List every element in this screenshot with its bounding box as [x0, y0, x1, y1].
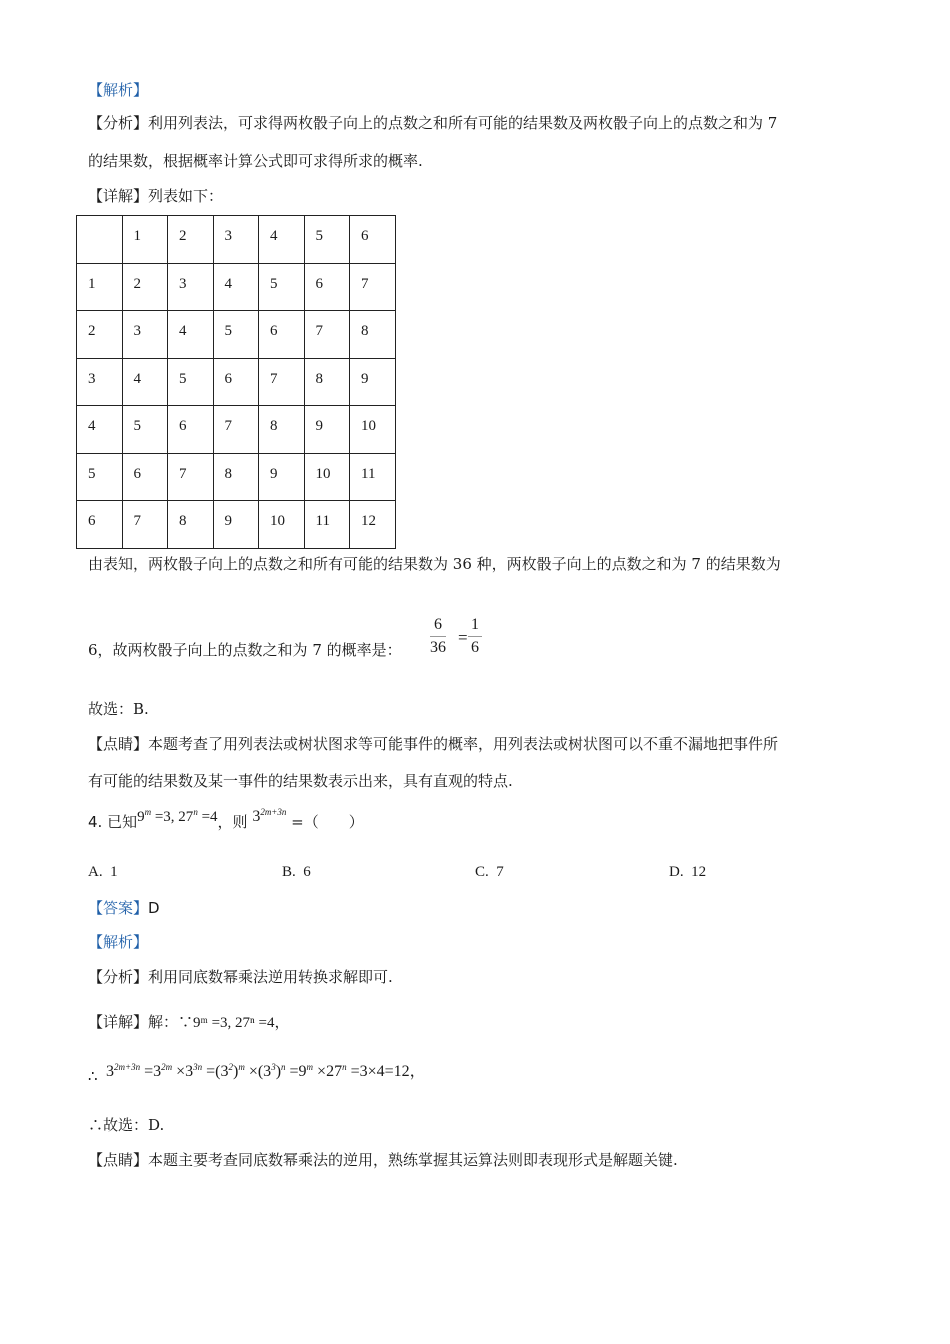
option-c: C. 7 — [475, 864, 504, 880]
table-cell: 11 — [304, 501, 350, 549]
derivation-expression: $3^{2m+3n} =3^{2m} \times 3^{3n} =(3^2)^m \times(3^3)^n =9^m \times 27^n =3\times 4=12$， — [106, 1062, 426, 1080]
fraction-six-thirtysix — [430, 616, 446, 657]
choice-line-2: ∴故选：D. — [88, 1116, 165, 1134]
table-cell: 5 — [304, 216, 350, 264]
table-cell: 10 — [304, 453, 350, 501]
table-cell: 11 — [350, 453, 396, 501]
comment-line-3: 【点睛】本题主要考查同底数幂乘法的逆用，熟练掌握其运算法则即表现形式是解题关键. — [88, 1151, 678, 1169]
table-cell: 12 — [350, 501, 396, 549]
detail-heading-1: 【详解】列表如下： — [88, 187, 224, 205]
table-cell: 3 — [122, 311, 168, 359]
analysis-heading-2: 【解析】 — [88, 933, 149, 951]
table-header-row — [77, 216, 396, 264]
table-cell: 7 — [350, 263, 396, 311]
answer-heading: 【答案】 — [88, 899, 149, 917]
table-cell: 9 — [213, 501, 259, 549]
question-blank: =（ ） — [286, 813, 364, 831]
table-cell: 7 — [168, 453, 214, 501]
table-cell: 4 — [77, 406, 123, 454]
table-row — [77, 263, 396, 311]
table-cell: 5 — [259, 263, 305, 311]
table-row — [77, 311, 396, 359]
expr-exponent: 2m+3n — [260, 807, 287, 817]
choice-line-1: 故选：B. — [88, 700, 149, 718]
answer-value: D — [148, 899, 160, 917]
table-cell: 5 — [213, 311, 259, 359]
table-cell: 6 — [77, 501, 123, 549]
equals-sign: = — [458, 628, 468, 647]
table-cell: 8 — [213, 453, 259, 501]
expr-base: 3 — [252, 808, 261, 825]
table-cell: 9 — [350, 358, 396, 406]
detail-expression: 9ᵐ =3, 27ⁿ =4， — [193, 1015, 290, 1031]
fraction-numerator: 1 — [468, 616, 482, 637]
fraction-one-sixth — [468, 616, 482, 657]
table-cell: 3 — [77, 358, 123, 406]
expr-base: 9 — [137, 809, 145, 825]
answer-line — [88, 898, 160, 918]
expr-part: =3, 27 — [151, 809, 194, 825]
table-cell: 10 — [259, 501, 305, 549]
table-cell: 4 — [168, 311, 214, 359]
table-cell: 4 — [122, 358, 168, 406]
option-d: D. 12 — [669, 864, 707, 880]
table-cell: 6 — [350, 216, 396, 264]
conclusion-line-2: 6，故两枚骰子向上的点数之和为 7 的概率是： — [88, 641, 402, 659]
detail-prefix: 【详解】解：∵ — [88, 1013, 194, 1031]
table-cell: 3 — [213, 216, 259, 264]
table-cell: 6 — [259, 311, 305, 359]
table-cell: 9 — [304, 406, 350, 454]
table-cell: 7 — [213, 406, 259, 454]
table-cell: 2 — [77, 311, 123, 359]
analysis-line-2: 的结果数，根据概率计算公式即可求得所求的概率. — [88, 152, 423, 170]
table-row — [77, 501, 396, 549]
table-cell: 2 — [168, 216, 214, 264]
table-cell: 6 — [304, 263, 350, 311]
table-cell: 1 — [122, 216, 168, 264]
fraction-denominator: 6 — [471, 639, 479, 656]
detail-line-2 — [88, 1012, 290, 1033]
table-cell: 6 — [213, 358, 259, 406]
expr-exponent: n — [193, 807, 198, 817]
table-cell: 4 — [213, 263, 259, 311]
table-cell: 10 — [350, 406, 396, 454]
table-cell: 6 — [122, 453, 168, 501]
therefore-symbol: ∴ — [88, 1067, 98, 1085]
table-row — [77, 406, 396, 454]
table-cell: 8 — [350, 311, 396, 359]
conclusion-line-1: 由表知，两枚骰子向上的点数之和所有可能的结果数为 36 种，两枚骰子向上的点数之和为 7 的结果数为 — [88, 555, 781, 573]
expr-part: =4 — [197, 809, 218, 825]
fraction-denominator: 36 — [430, 639, 446, 656]
comment-line-1: 【点睛】本题考查了用列表法或树状图求等可能事件的概率，用列表法或树状图可以不重不漏地把事件所 — [88, 735, 779, 753]
table-cell: 4 — [259, 216, 305, 264]
analysis-heading-1: 【解析】 — [88, 81, 149, 99]
question-label: 4. 已知 — [88, 813, 138, 831]
question-4-stem — [88, 807, 364, 834]
table-cell: 5 — [122, 406, 168, 454]
analysis-line-3: 【分析】利用同底数幂乘法逆用转换求解即可. — [88, 968, 393, 986]
table-cell: 2 — [122, 263, 168, 311]
table-cell: 3 — [168, 263, 214, 311]
comment-line-2: 有可能的结果数及某一事件的结果数表示出来，具有直观的特点. — [88, 772, 513, 790]
expr-exponent: m — [144, 807, 152, 817]
table-cell: 9 — [259, 453, 305, 501]
table-cell: 5 — [168, 358, 214, 406]
table-cell: 1 — [77, 263, 123, 311]
question-connector: ，则 — [217, 813, 253, 831]
table-cell: 6 — [168, 406, 214, 454]
table-cell: 5 — [77, 453, 123, 501]
table-cell: 7 — [304, 311, 350, 359]
option-a: A. 1 — [88, 864, 118, 880]
table-cell: 8 — [259, 406, 305, 454]
dice-sum-table — [76, 215, 396, 549]
table-cell: 8 — [304, 358, 350, 406]
table-cell: 7 — [122, 501, 168, 549]
table-cell: 8 — [168, 501, 214, 549]
analysis-line-1: 【分析】利用列表法，可求得两枚骰子向上的点数之和所有可能的结果数及两枚骰子向上的点数之和为 7 — [88, 114, 778, 132]
table-row — [77, 358, 396, 406]
fraction-numerator: 6 — [430, 616, 446, 637]
table-cell: 7 — [259, 358, 305, 406]
table-cell — [77, 216, 123, 264]
option-b: B. 6 — [282, 864, 311, 880]
table-row — [77, 453, 396, 501]
